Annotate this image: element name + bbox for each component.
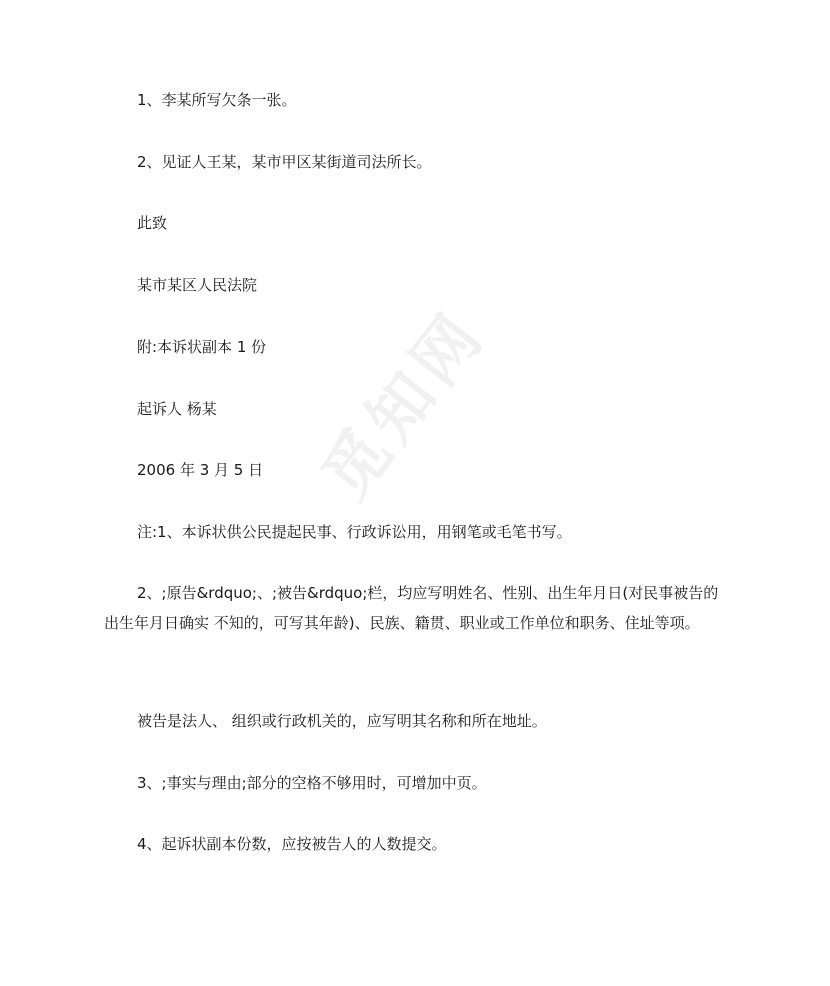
note-1: 注:1、本诉状供公民提起民事、行政诉讼用，用钢笔或毛笔书写。 <box>137 523 572 541</box>
attachment-line: 附:本诉状副本 1 份 <box>137 338 267 356</box>
note-4: 4、起诉状副本份数，应按被告人的人数提交。 <box>137 835 447 853</box>
document-date: 2006 年 3 月 5 日 <box>137 461 264 479</box>
salutation-line: 此致 <box>137 214 168 232</box>
watermark: 觅知网 <box>309 296 501 513</box>
note-2: 2、;原告&rdquo;、;被告&rdquo;栏，均应写明姓名、性别、出生年月日(对民事被告的出生年月日确实 不知的，可写其年龄)、民族、籍贯、职业或工作单位和职务、住址等项。 <box>104 584 719 632</box>
note-2-continued: 被告是法人、 组织或行政机关的，应写明其名称和所在地址。 <box>137 712 547 730</box>
evidence-item-2: 2、见证人王某，某市甲区某街道司法所长。 <box>137 153 432 171</box>
evidence-item-1: 1、李某所写欠条一张。 <box>137 91 297 109</box>
plaintiff-signature: 起诉人 杨某 <box>137 400 217 418</box>
note-3: 3、;事实与理由;部分的空格不够用时，可增加中页。 <box>137 774 487 792</box>
court-name: 某市某区人民法院 <box>137 276 258 294</box>
